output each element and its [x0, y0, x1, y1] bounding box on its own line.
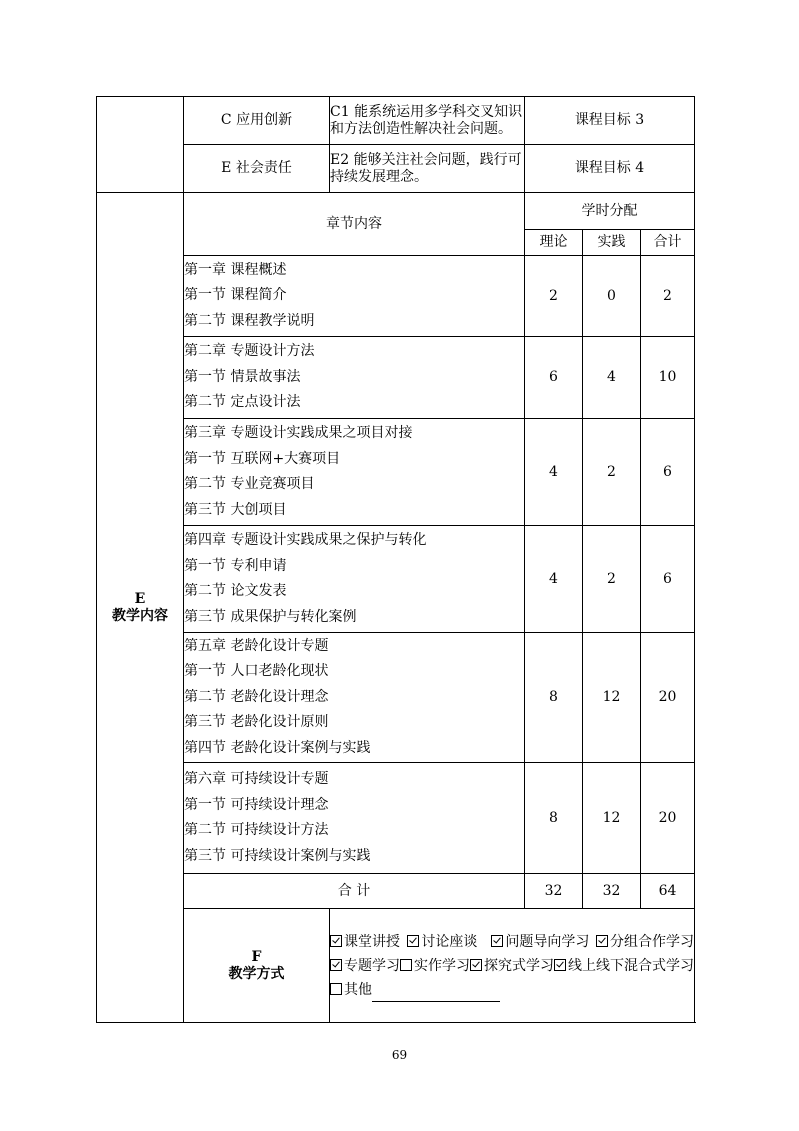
chapter-line: 第五章 老龄化设计专题: [184, 637, 329, 654]
method-option[interactable]: [554, 954, 694, 978]
theory-hours: 8: [525, 763, 583, 874]
theory-hours: 4: [525, 526, 583, 633]
chapter-content: [184, 763, 525, 874]
method-section-title: 教学方式: [228, 965, 285, 982]
total-hours: 10: [641, 337, 695, 419]
content-section-letter: E: [134, 590, 146, 607]
chapter-row: [97, 419, 695, 526]
total-hours: 20: [641, 633, 695, 763]
sum-theory: 32: [525, 874, 583, 909]
content-section-label: [97, 193, 184, 1023]
page-number: 69: [391, 1048, 408, 1062]
chapter-line: 第二节 专业竞赛项目: [184, 476, 315, 492]
method-option[interactable]: [400, 954, 470, 978]
objective-target: 课程目标 4: [525, 145, 695, 193]
objective-description: E2 能够关注社会问题，践行可持续发展理念。: [330, 145, 525, 193]
objective-ability: C 应用创新: [184, 97, 330, 145]
objective-row: [97, 97, 695, 145]
chapter-line: 第一章 课程概述: [184, 261, 287, 278]
chapter-line: 第一节 情景故事法: [184, 368, 301, 385]
method-option[interactable]: [330, 930, 407, 954]
chapter-line: 第二节 定点设计法: [184, 394, 301, 411]
objective-section-label: [97, 97, 184, 193]
chapter-line: 第二节 老龄化设计理念: [184, 688, 329, 705]
method-section-label: [184, 909, 330, 1023]
method-section-letter: F: [251, 948, 262, 965]
header-theory: 理论: [525, 230, 583, 256]
chapter-line: 第六章 可持续设计专题: [184, 771, 329, 787]
content-header-row: [97, 193, 695, 230]
method-label: 专题学习: [344, 957, 400, 974]
chapter-content: [184, 633, 525, 763]
chapter-line: 第一节 专利申请: [184, 557, 287, 574]
checkbox-checked-icon[interactable]: [330, 935, 342, 947]
method-row-3: [330, 978, 694, 1002]
total-hours: 6: [641, 526, 695, 633]
chapter-row: [97, 256, 695, 337]
chapter-line: 第二节 可持续设计方法: [184, 822, 329, 838]
objective-ability: E 社会责任: [184, 145, 330, 193]
chapter-line: 第三章 专题设计实践成果之项目对接: [184, 425, 413, 441]
chapter-line: 第三节 可持续设计案例与实践: [184, 847, 371, 864]
method-row: [97, 909, 695, 1023]
course-syllabus-table: [96, 96, 695, 1023]
chapter-line: 第三节 成果保护与转化案例: [184, 608, 357, 625]
method-option[interactable]: [470, 954, 554, 978]
chapter-content: [184, 419, 525, 526]
content-section-title: 教学内容: [112, 607, 168, 624]
other-blank-line[interactable]: [372, 985, 500, 1002]
practice-hours: 12: [583, 763, 641, 874]
checkbox-unchecked-icon[interactable]: [400, 959, 412, 971]
header-total: 合计: [641, 230, 695, 256]
chapter-row: [97, 633, 695, 763]
method-option[interactable]: [491, 930, 596, 954]
checkbox-unchecked-icon[interactable]: [330, 983, 342, 995]
sum-practice: 32: [583, 874, 641, 909]
chapter-line: 第一节 互联网+大赛项目: [184, 450, 341, 467]
total-hours: 2: [641, 256, 695, 337]
method-option-other[interactable]: [330, 978, 500, 1002]
chapter-line: 第二节 论文发表: [184, 583, 287, 599]
chapter-row: [97, 526, 695, 633]
chapter-line: 第三节 老龄化设计原则: [184, 714, 329, 731]
method-label: 线上线下混合式学习: [568, 957, 694, 974]
theory-hours: 8: [525, 633, 583, 763]
theory-hours: 4: [525, 419, 583, 526]
chapter-line: 第四章 专题设计实践成果之保护与转化: [184, 532, 427, 548]
objective-target: 课程目标 3: [525, 97, 695, 145]
objective-description: C1 能系统运用多学科交叉知识和方法创造性解决社会问题。: [330, 97, 525, 145]
checkbox-checked-icon[interactable]: [330, 959, 342, 971]
chapter-line: 第四节 老龄化设计案例与实践: [184, 739, 371, 756]
chapter-content: [184, 337, 525, 419]
practice-hours: 4: [583, 337, 641, 419]
chapter-line: 第一节 课程简介: [184, 287, 287, 304]
sum-row: [97, 874, 695, 909]
total-hours: 20: [641, 763, 695, 874]
checkbox-checked-icon[interactable]: [596, 935, 608, 947]
sum-total: 64: [641, 874, 695, 909]
practice-hours: 0: [583, 256, 641, 337]
method-label: 探究式学习: [484, 957, 554, 974]
method-label: 问题导向学习: [505, 933, 590, 950]
objective-row: [97, 145, 695, 193]
chapter-content: [184, 526, 525, 633]
practice-hours: 2: [583, 419, 641, 526]
chapter-line: 第一节 可持续设计理念: [184, 796, 329, 813]
chapter-content: [184, 256, 525, 337]
header-practice: 实践: [583, 230, 641, 256]
method-label: 其他: [344, 981, 372, 998]
header-chapter: 章节内容: [184, 193, 525, 256]
practice-hours: 2: [583, 526, 641, 633]
method-option[interactable]: [407, 930, 491, 954]
method-option[interactable]: [330, 954, 400, 978]
theory-hours: 6: [525, 337, 583, 419]
checkbox-checked-icon[interactable]: [407, 935, 419, 947]
chapter-line: 第一节 人口老龄化现状: [184, 663, 329, 680]
chapter-line: 第二节 课程教学说明: [184, 312, 315, 329]
method-options: [330, 909, 695, 1023]
method-label: 讨论座谈: [421, 933, 478, 950]
theory-hours: 2: [525, 256, 583, 337]
checkbox-checked-icon[interactable]: [470, 959, 482, 971]
method-label: 分组合作学习: [610, 933, 694, 950]
sum-label: 合 计: [184, 874, 525, 909]
chapter-line: 第三节 大创项目: [184, 501, 287, 518]
total-hours: 6: [641, 419, 695, 526]
method-row-2: [330, 954, 694, 978]
method-row-1: [330, 930, 694, 954]
chapter-row: [97, 763, 695, 874]
checkbox-checked-icon[interactable]: [491, 935, 503, 947]
header-hours: 学时分配: [525, 193, 695, 230]
method-label: 课堂讲授: [344, 933, 400, 950]
practice-hours: 12: [583, 633, 641, 763]
checkbox-checked-icon[interactable]: [554, 959, 566, 971]
chapter-line: 第二章 专题设计方法: [184, 343, 315, 360]
method-option[interactable]: [596, 930, 694, 954]
chapter-row: [97, 337, 695, 419]
method-label: 实作学习: [414, 957, 470, 974]
